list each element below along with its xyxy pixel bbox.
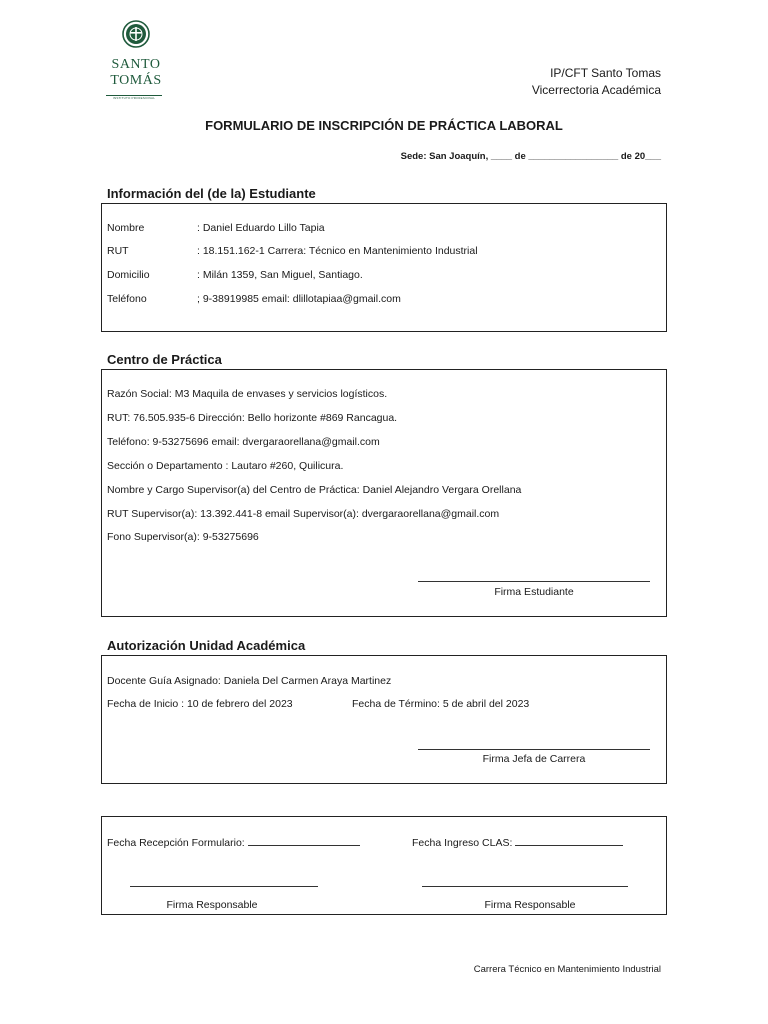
telefono-label: Teléfono xyxy=(107,293,147,305)
fecha-ingreso-field xyxy=(412,836,623,849)
fecha-inicio: Fecha de Inicio : 10 de febrero del 2023 xyxy=(107,698,293,710)
estudiante-box xyxy=(101,203,667,332)
header-institution: IP/CFT Santo Tomas xyxy=(550,66,661,80)
centro-box xyxy=(101,369,667,617)
section-heading-centro: Centro de Práctica xyxy=(107,352,222,367)
fecha-recepcion-blank xyxy=(248,836,360,846)
rut-value: : 18.151.162-1 Carrera: Técnico en Mantenimiento Industrial xyxy=(197,245,478,257)
sede-line xyxy=(401,151,661,162)
fecha-termino: Fecha de Término: 5 de abril del 2023 xyxy=(352,698,530,710)
firma-responsable-left: Firma Responsable xyxy=(166,899,258,911)
seccion-departamento: Sección o Departamento : Lautaro #260, Quilicura. xyxy=(107,460,344,472)
signature-line-responsable-right xyxy=(422,886,628,887)
seal-icon xyxy=(122,20,150,48)
firma-responsable-right: Firma Responsable xyxy=(484,899,576,911)
domicilio-value: : Milán 1359, San Miguel, Santiago. xyxy=(197,269,363,281)
recepcion-box xyxy=(101,816,667,915)
fecha-ingreso-blank xyxy=(515,836,623,846)
logo-word-santo: SANTO xyxy=(111,57,161,72)
telefono-value: ; 9-38919985 email: dlillotapiaa@gmail.com xyxy=(197,293,401,305)
fecha-ingreso-label: Fecha Ingreso CLAS: xyxy=(412,837,516,849)
autorizacion-box xyxy=(101,655,667,784)
rut-label: RUT xyxy=(107,245,129,257)
supervisor-rut-email: RUT Supervisor(a): 13.392.441-8 email Supervisor(a): dvergaraorellana@gmail.com xyxy=(107,508,500,520)
logo-word-tomas: TOMÁS xyxy=(110,73,162,88)
nombre-label: Nombre xyxy=(107,222,145,234)
firma-estudiante-label: Firma Estudiante xyxy=(494,586,574,598)
domicilio-label: Domicilio xyxy=(107,269,150,281)
supervisor-nombre: Nombre y Cargo Supervisor(a) del Centro de Práctica: Daniel Alejandro Vergara Orellana xyxy=(107,484,522,496)
signature-line-responsable-left xyxy=(130,886,318,887)
nombre-value: : Daniel Eduardo Lillo Tapia xyxy=(197,222,325,234)
docente-guia: Docente Guía Asignado: Daniela Del Carmen Araya Martinez xyxy=(107,675,392,687)
firma-jefa-label: Firma Jefa de Carrera xyxy=(482,753,586,765)
header-department: Vicerrectoria Académica xyxy=(531,83,661,97)
sede-suffix: de 20___ xyxy=(620,151,661,162)
signature-line-jefa xyxy=(418,749,650,750)
page-title: FORMULARIO DE INSCRIPCIÓN DE PRÁCTICA LABORAL xyxy=(205,118,563,133)
rut-direccion: RUT: 76.505.935-6 Dirección: Bello horizonte #869 Rancagua. xyxy=(107,412,398,424)
signature-line-estudiante xyxy=(418,581,650,582)
supervisor-fono: Fono Supervisor(a): 9-53275696 xyxy=(107,531,259,543)
logo-subtitle: INSTITUTO PROFESIONAL xyxy=(112,96,156,100)
sede-prefix: Sede: San Joaquín, ____ de _________________ xyxy=(400,151,621,162)
centro-telefono: Teléfono: 9-53275696 email: dvergaraorellana@gmail.com xyxy=(107,436,380,448)
section-heading-estudiante: Información del (de la) Estudiante xyxy=(107,186,316,201)
footer-carrera: Carrera Técnico en Mantenimiento Industrial xyxy=(473,964,661,975)
fecha-recepcion-label: Fecha Recepción Formulario: xyxy=(107,837,248,849)
section-heading-autorizacion: Autorización Unidad Académica xyxy=(107,638,306,653)
razon-social: Razón Social: M3 Maquila de envases y servicios logísticos. xyxy=(107,388,388,400)
fecha-recepcion-field xyxy=(107,836,360,849)
santo-tomas-logo xyxy=(104,20,168,100)
